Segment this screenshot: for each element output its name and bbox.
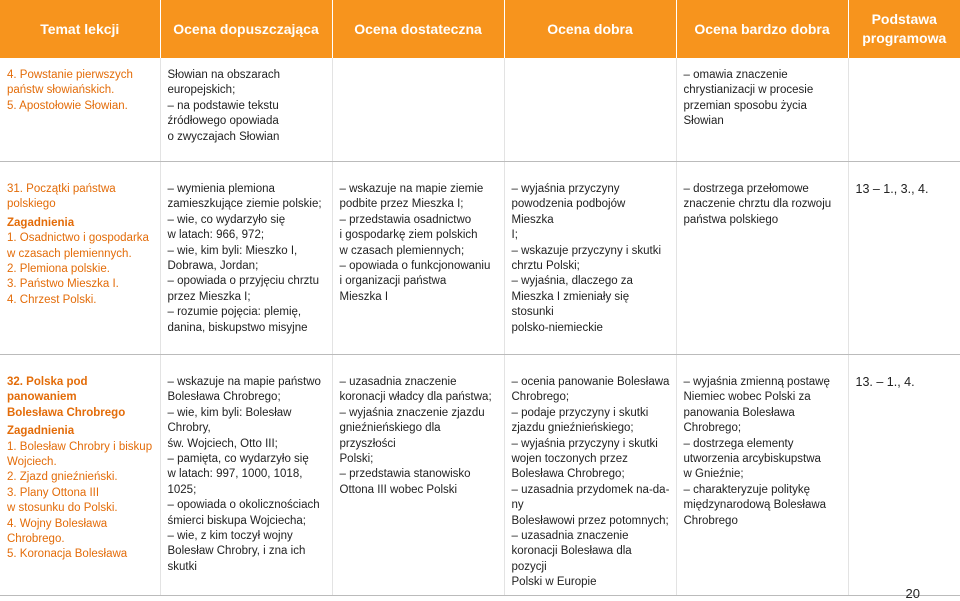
- issues-list: [7, 440, 154, 563]
- text-line: i gospodarkę ziem polskich: [339, 229, 478, 242]
- text-line: w czasach plemiennych;: [339, 244, 465, 257]
- text-line: Chrobrego: [683, 514, 738, 527]
- cell-topic: [0, 162, 160, 355]
- text-line: Dobrawa, Jordan;: [167, 260, 259, 273]
- lesson-title: [7, 182, 154, 213]
- cell-pass: [160, 355, 332, 596]
- text-line: – wyjaśnia zmienną postawę: [683, 376, 830, 388]
- text-line: Wojciech.: [7, 456, 57, 469]
- cell-basis: [848, 58, 960, 162]
- cell-basis: 13. – 1., 4.: [848, 355, 960, 596]
- issues-heading: Zagadnienia: [7, 216, 75, 229]
- text-line: – ocenia panowanie Bolesława: [511, 376, 670, 388]
- text-line: Ottona III wobec Polski: [339, 483, 458, 496]
- header-row: [0, 0, 960, 58]
- cell-very-good: [676, 355, 848, 596]
- text-line: panowania Bolesława: [683, 406, 795, 419]
- header-topic: Temat lekcji: [0, 0, 160, 58]
- cell-very-good: [676, 162, 848, 355]
- text-line: Słowian na obszarach: [167, 69, 281, 81]
- text-line: gnieźnieńskiego dla przyszłości: [339, 422, 441, 450]
- text-line: w czasach plemiennych.: [7, 247, 132, 260]
- text-line: – przedstawia stanowisko: [339, 468, 471, 481]
- text-line: Chrobrego.: [7, 533, 65, 546]
- cell-good: [504, 162, 676, 355]
- text-line: 1. Osadnictwo i gospodarka: [7, 232, 149, 245]
- header-grade-satisfactory: Ocena dostateczna: [332, 0, 504, 58]
- page-number: 20: [905, 586, 920, 601]
- table-row: [0, 162, 960, 355]
- text-line: 3. Państwo Mieszka I.: [7, 278, 119, 291]
- text-line: 2. Plemiona polskie.: [7, 263, 110, 276]
- text-line: Słowian: [683, 115, 724, 128]
- text-line: – uzasadnia znaczenie: [511, 530, 629, 543]
- text-line: – rozumie pojęcia: plemię,: [167, 306, 302, 319]
- text-line: przez Mieszka I;: [167, 290, 251, 303]
- text-line: 4. Chrzest Polski.: [7, 293, 97, 306]
- text-line: Bolesława Chrobrego;: [167, 391, 281, 404]
- text-line: europejskich;: [167, 84, 236, 97]
- cell-good: [504, 355, 676, 596]
- cell-satisfactory: [332, 355, 504, 596]
- cell-topic: [0, 355, 160, 596]
- text-line: Chrobrego;: [683, 422, 742, 435]
- text-line: Bolesławowi przez potomnych;: [511, 514, 669, 527]
- text-line: znaczenie chrztu dla rozwoju: [683, 198, 832, 211]
- text-line: 3. Plany Ottona III: [7, 486, 100, 499]
- text-line: – dostrzega przełomowe: [683, 183, 809, 195]
- text-line: 2. Zjazd gnieźnieński.: [7, 471, 118, 484]
- cell-basis: 13 – 1., 3., 4.: [848, 162, 960, 355]
- issues-list: [7, 231, 154, 308]
- text-line: – charakteryzuje politykę: [683, 483, 811, 496]
- text-line: podbite przez Mieszka I;: [339, 198, 464, 211]
- text-line: przemian sposobu życia: [683, 99, 807, 112]
- text-line: polskiego: [7, 198, 56, 211]
- text-line: zjazdu gnieźnieńskiego;: [511, 422, 634, 435]
- text-line: koronacji Bolesława dla pozycji: [511, 545, 632, 573]
- text-line: – wyjaśnia przyczyny: [511, 183, 620, 195]
- header-grade-good: Ocena dobra: [504, 0, 676, 58]
- text-line: polsko-niemieckie: [511, 321, 603, 334]
- text-line: I;: [511, 229, 518, 242]
- text-line: Bolesława Chrobrego: [7, 406, 126, 419]
- text-line: – wyjaśnia, dlaczego za: [511, 275, 633, 288]
- lesson-title: [7, 375, 154, 421]
- text-line: Chrobrego;: [511, 391, 570, 404]
- text-line: – wie, z kim toczył wojny: [167, 530, 293, 543]
- text-line: – wymienia plemiona: [167, 183, 275, 195]
- text-line: – dostrzega elementy: [683, 437, 794, 450]
- cell-pass: [160, 58, 332, 162]
- text-line: w stosunku do Polski.: [7, 502, 118, 515]
- cell-satisfactory: [332, 162, 504, 355]
- text-line: 4. Powstanie pierwszych: [7, 69, 133, 81]
- text-line: – wskazuje przyczyny i skutki: [511, 244, 662, 257]
- text-line: – wie, kim byli: Bolesław Chrobry,: [167, 406, 292, 435]
- text-line: w Gnieźnie;: [683, 468, 744, 481]
- text-line: Polski;: [339, 453, 374, 466]
- text-line: i organizacji państwa: [339, 275, 447, 288]
- table-row: [0, 355, 960, 596]
- text-line: – opowiada o przyjęciu chrztu: [167, 275, 319, 288]
- text-line: skutki: [167, 560, 197, 573]
- text-line: – wie, kim byli: Mieszko I,: [167, 244, 298, 257]
- text-line: źródłowego opowiada: [167, 115, 279, 128]
- text-line: – na podstawie tekstu: [167, 99, 279, 112]
- text-line: Niemiec wobec Polski za: [683, 391, 811, 404]
- text-line: – podaje przyczyny i skutki: [511, 406, 649, 419]
- text-line: – wyjaśnia znaczenie zjazdu: [339, 406, 485, 419]
- text-line: – wskazuje na mapie ziemie: [339, 183, 484, 195]
- text-line: chrystianizacji w procesie: [683, 84, 814, 97]
- text-line: 1. Bolesław Chrobry i biskup: [7, 440, 153, 453]
- text-line: w latach: 997, 1000, 1018,: [167, 468, 303, 481]
- text-line: św. Wojciech, Otto III;: [167, 437, 278, 450]
- text-line: 4. Wojny Bolesława: [7, 517, 108, 530]
- cell-good: [504, 58, 676, 162]
- text-line: danina, biskupstwo misyjne: [167, 321, 308, 334]
- text-line: utworzenia arcybiskupstwa: [683, 453, 821, 466]
- text-line: zamieszkujące ziemie polskie;: [167, 198, 322, 211]
- text-line: – wskazuje na mapie państwo: [167, 376, 321, 388]
- text-line: Mieszka I: [339, 290, 389, 303]
- text-line: koronacji władcy dla państwa;: [339, 391, 492, 404]
- cell-satisfactory: [332, 58, 504, 162]
- text-line: powodzenia podbojów Mieszka: [511, 198, 626, 226]
- header-grade-very-good: Ocena bardzo dobra: [676, 0, 848, 58]
- text-line: Mieszka I zmieniały się stosunki: [511, 290, 630, 319]
- text-line: śmierci biskupa Wojciecha;: [167, 514, 306, 527]
- text-line: wojen toczonych przez: [511, 453, 628, 466]
- cell-very-good: [676, 58, 848, 162]
- text-line: 5. Apostołowie Słowian.: [7, 99, 128, 112]
- text-line: Polski w Europie: [511, 576, 597, 589]
- header-curriculum-basis: Podstawa programowa: [848, 0, 960, 58]
- text-line: – opowiada o funkcjonowaniu: [339, 260, 491, 273]
- text-line: międzynarodową Bolesława: [683, 499, 827, 512]
- text-line: państw słowiańskich.: [7, 84, 115, 97]
- text-line: – wie, co wydarzyło się: [167, 213, 286, 226]
- header-grade-pass: Ocena dopuszczająca: [160, 0, 332, 58]
- text-line: o zwyczajach Słowian: [167, 130, 280, 143]
- text-line: – wyjaśnia przyczyny i skutki: [511, 437, 658, 450]
- text-line: 31. Początki państwa: [7, 183, 116, 195]
- text-line: – opowiada o okolicznościach: [167, 499, 320, 512]
- text-line: – uzasadnia znaczenie: [339, 376, 457, 388]
- table-row: [0, 58, 960, 162]
- text-line: – omawia znaczenie: [683, 69, 788, 81]
- text-line: – przedstawia osadnictwo: [339, 213, 472, 226]
- text-line: chrztu Polski;: [511, 260, 580, 273]
- text-line: – pamięta, co wydarzyło się: [167, 453, 309, 466]
- text-line: państwa polskiego: [683, 213, 779, 226]
- cell-pass: [160, 162, 332, 355]
- issues-heading: Zagadnienia: [7, 425, 75, 438]
- text-line: 1025;: [167, 483, 197, 496]
- text-line: Bolesława Chrobrego;: [511, 468, 625, 481]
- cell-topic: [0, 58, 160, 162]
- text-line: 5. Koronacja Bolesława: [7, 548, 128, 561]
- text-line: w latach: 966, 972;: [167, 229, 265, 242]
- text-line: Bolesław Chrobry, i zna ich: [167, 545, 306, 558]
- text-line: 32. Polska pod panowaniem: [7, 376, 88, 404]
- text-line: – uzasadnia przydomek na-da-ny: [511, 483, 670, 512]
